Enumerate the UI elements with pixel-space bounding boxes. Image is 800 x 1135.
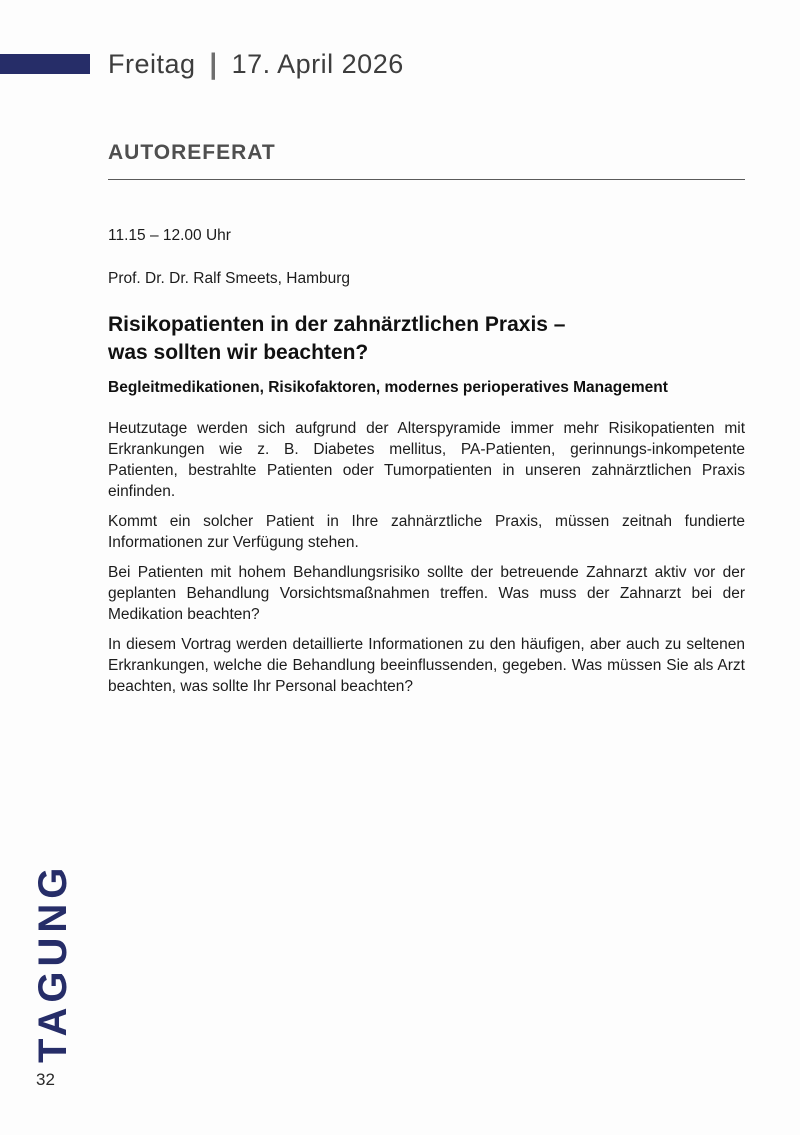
talk-time: 11.15 – 12.00 Uhr	[108, 227, 231, 244]
abstract-paragraph: Bei Patienten mit hohem Behandlungsrisiko sollte der betreuende Zahnarzt aktiv vor der geplanten Behandlung Vorsichtsmaßnahmen treffen. Was muss der Zahnarzt bei der Medikation beachten?	[108, 564, 745, 623]
page-number: 32	[36, 1070, 55, 1089]
section-heading: AUTOREFERAT	[108, 141, 276, 164]
talk-article	[108, 0, 745, 697]
abstract-paragraph: In diesem Vortrag werden detaillierte Informationen zu den häufigen, aber auch zu seltenen Erkrankungen, welche die Behandlung beeinflussenden, gegeben. Was müssen Sie als Arzt beachten, was sollte Ihr Personal beachten?	[108, 636, 745, 695]
talk-abstract	[108, 418, 745, 697]
header-date: 17. April 2026	[231, 48, 404, 79]
header-separator: |	[209, 47, 218, 80]
talk-title	[108, 311, 745, 367]
header-accent-bar	[0, 54, 90, 74]
header-day-label: Freitag	[108, 48, 196, 79]
abstract-paragraph: Kommt ein solcher Patient in Ihre zahnärztliche Praxis, müssen zeitnah fundierte Informationen zur Verfügung stehen.	[108, 513, 745, 551]
section-tab-vertical-label: TAGUNG	[31, 862, 75, 1063]
talk-title-line1: Risikopatienten in der zahnärztlichen Praxis –	[108, 313, 566, 336]
abstract-paragraph: Heutzutage werden sich aufgrund der Alterspyramide immer mehr Risikopatienten mit Erkrankungen wie z. B. Diabetes mellitus, PA-Patienten, gerinnungs-inkompetente Patienten, bestrahlte Patienten oder Tumorpatienten in unseren zahnärztlichen Praxis einfinden.	[108, 420, 745, 500]
talk-title-line2: was sollten wir beachten?	[108, 341, 369, 364]
talk-subtitle: Begleitmedikationen, Risikofaktoren, modernes perioperatives Management	[108, 379, 668, 396]
talk-speaker: Prof. Dr. Dr. Ralf Smeets, Hamburg	[108, 270, 351, 287]
